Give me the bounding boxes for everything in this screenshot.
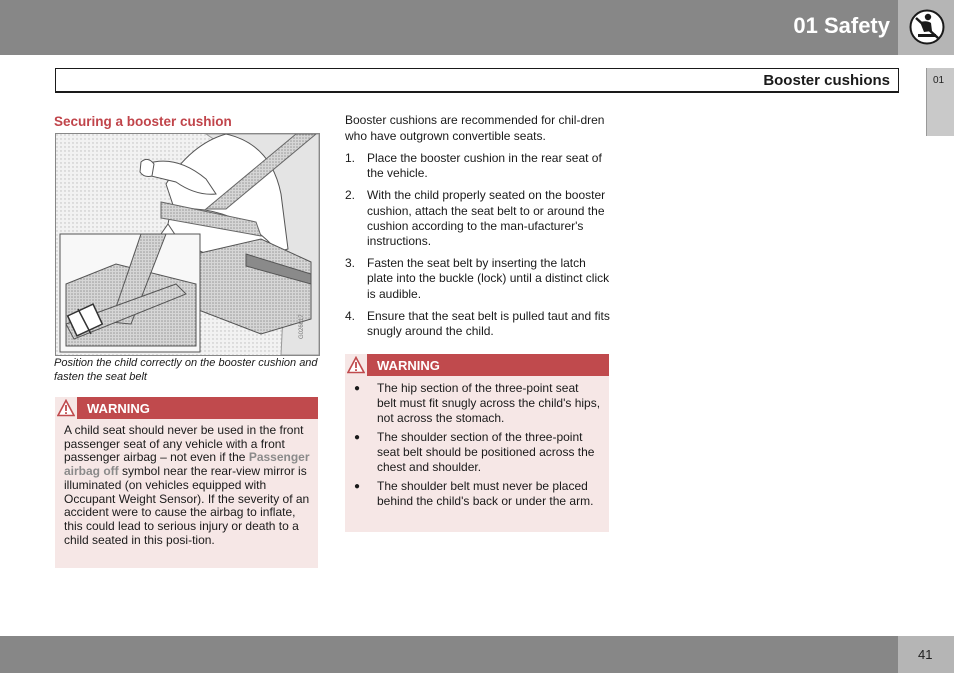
step-number: 1. <box>345 151 356 165</box>
step-number: 3. <box>345 256 356 271</box>
warning-text-before: A child seat should never be used in the front passenger seat of any vehicle with a front passenger airbag – not even if the <box>64 423 304 465</box>
chapter-title: 01 Safety <box>793 13 890 38</box>
warning-bullet-text: The shoulder belt must never be placed behind the child's back or under the arm. <box>377 479 594 508</box>
warning-box-airbag <box>55 397 318 568</box>
step-text: Place the booster cushion in the rear seat of the vehicle. <box>367 151 602 181</box>
step-text: Ensure that the seat belt is pulled taut and fits snugly around the child. <box>367 308 610 339</box>
bullet-icon: ● <box>354 432 361 443</box>
warning-bullet-text: The shoulder section of the three-point seat belt should be positioned across the chest and shoulder. <box>377 430 595 474</box>
warning-label: WARNING <box>87 401 150 416</box>
warning-box-belt <box>345 354 609 532</box>
chapter-side-tab[interactable] <box>926 68 954 136</box>
step-item <box>345 188 611 249</box>
warning-bullet-text: The hip section of the three-point seat belt must fit snugly across the child's hips, not across the stomach. <box>377 381 601 425</box>
warning-text <box>64 424 311 547</box>
warning-triangle-container <box>345 354 367 376</box>
child-safety-icon <box>909 9 945 45</box>
illustration-caption: Position the child correctly on the booster cushion and fasten the seat belt <box>54 357 318 383</box>
warning-header <box>345 354 609 376</box>
warning-triangle-container <box>55 397 77 419</box>
warning-bullet-item <box>345 381 609 426</box>
bullet-icon: ● <box>354 383 361 394</box>
step-number: 4. <box>345 308 356 323</box>
intro-paragraph: Booster cushions are recommended for chil-dren who have outgrown convertible seats. <box>345 113 605 143</box>
warning-triangle-icon <box>347 356 365 374</box>
warning-bullet-item <box>345 479 609 509</box>
step-text: With the child properly seated on the booster cushion, attach the seat belt to or around the cushion according to the man-ufacturer's instructions. <box>367 188 606 249</box>
page-number: 41 <box>918 647 933 662</box>
warning-text-after: symbol near the rear-view mirror is illuminated (on vehicles equipped with Occupant Weight Sensor). If the severity of an accident were to cause the airbag to inflate, this could lead to serious injury or death to a child seated in this posi-tion. <box>64 464 310 547</box>
subheading: Securing a booster cushion <box>54 114 232 129</box>
step-item <box>345 256 611 302</box>
warning-header <box>55 397 318 419</box>
warning-bullet-list <box>345 381 609 513</box>
warning-bullet-item <box>345 430 609 475</box>
passenger-airbag-off-label: Passenger airbag off <box>64 450 310 479</box>
illustration-ref-code: G026617 <box>299 314 305 339</box>
step-item <box>345 151 611 181</box>
header-bar <box>0 0 954 55</box>
step-item <box>345 309 611 339</box>
section-title-box <box>55 68 899 93</box>
booster-cushion-illustration <box>55 133 320 356</box>
footer-bar <box>0 636 898 673</box>
steps-list <box>345 151 611 346</box>
warning-label: WARNING <box>377 358 440 373</box>
step-text: Fasten the seat belt by inserting the latch plate into the buckle (lock) until a distinct click is audible. <box>367 256 610 301</box>
chapter-side-tab-label: 01 <box>933 75 945 86</box>
section-title: Booster cushions <box>763 72 890 89</box>
step-number: 2. <box>345 188 356 203</box>
warning-triangle-icon <box>57 399 75 417</box>
bullet-icon: ● <box>354 481 361 492</box>
